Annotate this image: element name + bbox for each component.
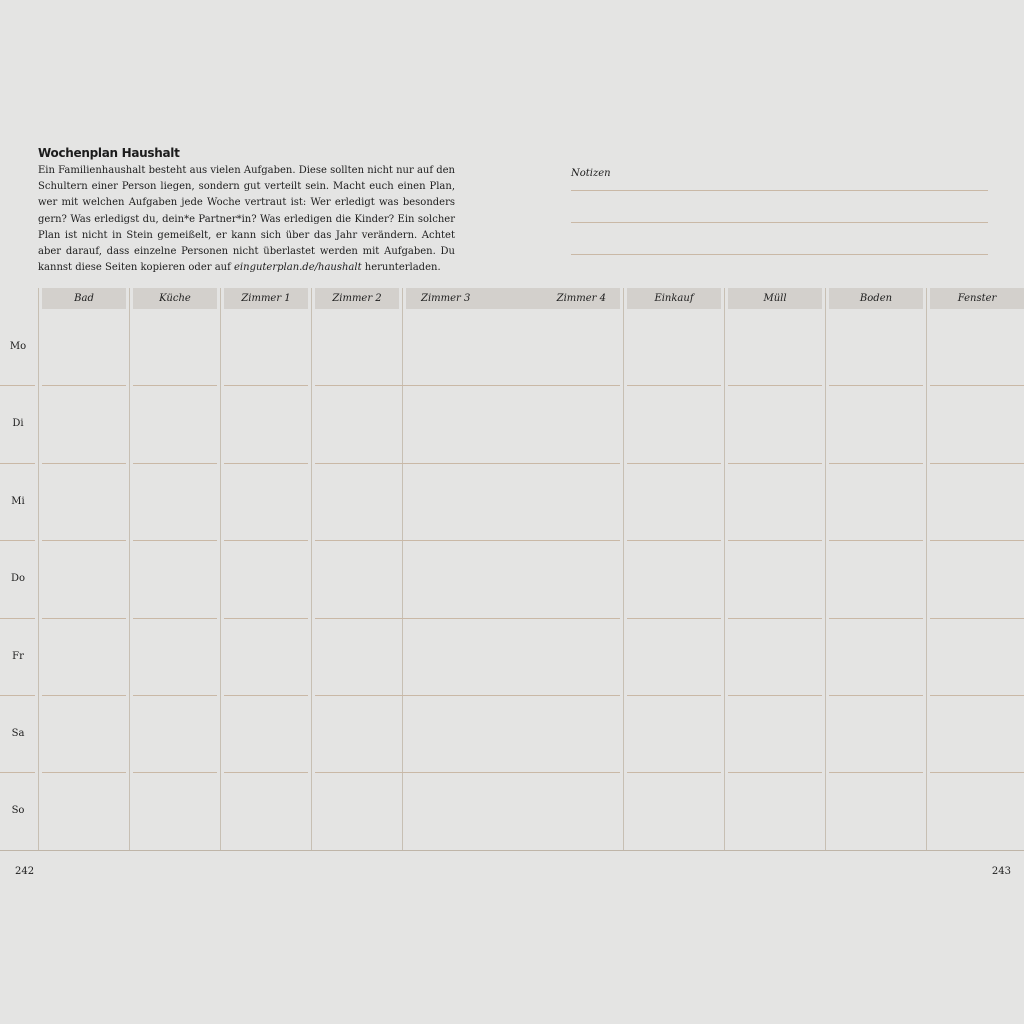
column-header [315, 288, 399, 309]
plan-cell[interactable] [133, 386, 217, 464]
row-separator [0, 463, 35, 464]
day-label: Di [12, 418, 24, 429]
day-label: Mi [11, 496, 25, 507]
column-header-label: Müll [763, 293, 787, 304]
day-label: So [11, 805, 25, 816]
plan-cell[interactable] [315, 773, 620, 850]
plan-cell[interactable] [315, 309, 620, 386]
plan-cell[interactable] [224, 619, 308, 696]
column-divider [926, 288, 927, 851]
notes-line[interactable] [571, 190, 988, 191]
plan-cell[interactable] [224, 309, 308, 386]
plan-cell[interactable] [315, 696, 620, 773]
row-separator [0, 772, 35, 773]
plan-cell[interactable] [133, 464, 217, 541]
row-separator [0, 385, 35, 386]
plan-cell[interactable] [930, 541, 1024, 619]
plan-cell[interactable] [829, 386, 923, 464]
row-separator [0, 695, 35, 696]
plan-cell[interactable] [315, 464, 620, 541]
column-header-label: Zimmer 4 [556, 293, 606, 304]
plan-cell[interactable] [728, 464, 822, 541]
column-divider [129, 288, 130, 851]
column-divider [623, 288, 624, 851]
plan-cell[interactable] [829, 696, 923, 773]
plan-cell[interactable] [930, 386, 1024, 464]
plan-cell[interactable] [627, 386, 721, 464]
column-header-label: Zimmer 3 [421, 293, 471, 304]
column-header [133, 288, 217, 309]
plan-cell[interactable] [224, 464, 308, 541]
notes-label: Notizen [571, 168, 611, 179]
notes-line[interactable] [571, 254, 988, 255]
day-label: Fr [12, 651, 24, 662]
plan-cell[interactable] [42, 619, 126, 696]
column-header [224, 288, 308, 309]
plan-cell[interactable] [224, 773, 308, 850]
plan-cell[interactable] [224, 541, 308, 619]
intro-end: herunterladen. [364, 262, 441, 274]
plan-cell[interactable] [829, 773, 923, 850]
plan-cell[interactable] [728, 541, 822, 619]
plan-cell[interactable] [627, 541, 721, 619]
plan-cell[interactable] [829, 309, 923, 386]
intro-text: Ein Familienhaushalt besteht aus vielen Aufgaben. Diese sollten nicht nur auf den Schultern einer Person liegen, sondern gut verteilt sein. Macht euch einen Plan, wer mit welchen Aufgaben jede Woche vertraut ist: Wer erledigt was besonders gern? Was erledigst du, dein*e Partner*in? Was erledigen die Kinder? Ein solcher Plan ist nicht in Stein gemeißelt, er kann sich über das Jahr verändern. Achtet aber darauf, dass einzelne Personen nicht überlastet werden mit Aufgaben. Du kannst diese Seiten kopieren oder auf [38, 165, 455, 274]
plan-cell[interactable] [930, 773, 1024, 850]
plan-cell[interactable] [930, 696, 1024, 773]
column-header-label: Zimmer 2 [332, 293, 382, 304]
day-label: Sa [11, 728, 25, 739]
plan-cell[interactable] [930, 619, 1024, 696]
plan-cell[interactable] [627, 464, 721, 541]
plan-cell[interactable] [224, 696, 308, 773]
plan-cell[interactable] [133, 619, 217, 696]
plan-cell[interactable] [42, 541, 126, 619]
column-header [406, 288, 620, 309]
plan-cell[interactable] [315, 541, 620, 619]
plan-cell[interactable] [728, 309, 822, 386]
plan-cell[interactable] [829, 541, 923, 619]
column-divider [825, 288, 826, 851]
plan-cell[interactable] [42, 464, 126, 541]
day-label: Mo [9, 341, 27, 352]
plan-cell[interactable] [829, 464, 923, 541]
column-header-label: Bad [74, 293, 94, 304]
column-header-label: Fenster [957, 293, 997, 304]
plan-cell[interactable] [930, 464, 1024, 541]
column-divider [724, 288, 725, 851]
page-title: Wochenplan Haushalt [38, 146, 180, 160]
plan-cell[interactable] [627, 773, 721, 850]
column-header [42, 288, 126, 309]
plan-cell[interactable] [224, 386, 308, 464]
plan-cell[interactable] [829, 619, 923, 696]
intro-link: einguterplan.de/haushalt [234, 262, 362, 274]
column-header-label: Boden [859, 293, 893, 304]
plan-cell[interactable] [728, 696, 822, 773]
column-header [627, 288, 721, 309]
column-header-label: Einkauf [654, 293, 694, 304]
column-divider [38, 288, 39, 851]
plan-cell[interactable] [728, 773, 822, 850]
plan-cell[interactable] [315, 619, 620, 696]
plan-cell[interactable] [728, 619, 822, 696]
plan-cell[interactable] [627, 309, 721, 386]
plan-cell[interactable] [930, 309, 1024, 386]
plan-cell[interactable] [133, 696, 217, 773]
column-header [829, 288, 923, 309]
column-divider [311, 288, 312, 851]
plan-cell[interactable] [42, 386, 126, 464]
intro-paragraph [38, 163, 455, 276]
plan-cell[interactable] [627, 619, 721, 696]
plan-cell[interactable] [42, 309, 126, 386]
plan-cell[interactable] [627, 696, 721, 773]
plan-cell[interactable] [42, 773, 126, 850]
day-label: Do [10, 573, 26, 584]
column-divider [220, 288, 221, 851]
row-separator [0, 618, 35, 619]
plan-cell[interactable] [133, 773, 217, 850]
plan-cell[interactable] [42, 696, 126, 773]
plan-cell[interactable] [728, 386, 822, 464]
notes-line[interactable] [571, 222, 988, 223]
row-separator [0, 540, 35, 541]
column-header-label: Küche [159, 293, 191, 304]
page-number-left: 242 [15, 866, 35, 877]
page-number-right: 243 [991, 866, 1011, 877]
column-header-label: Zimmer 1 [241, 293, 291, 304]
column-header [930, 288, 1024, 309]
weekly-plan-table [0, 285, 1024, 852]
plan-cell[interactable] [133, 309, 217, 386]
plan-cell[interactable] [133, 541, 217, 619]
table-bottom-rule [0, 850, 1024, 851]
plan-cell[interactable] [315, 386, 620, 464]
column-header [728, 288, 822, 309]
